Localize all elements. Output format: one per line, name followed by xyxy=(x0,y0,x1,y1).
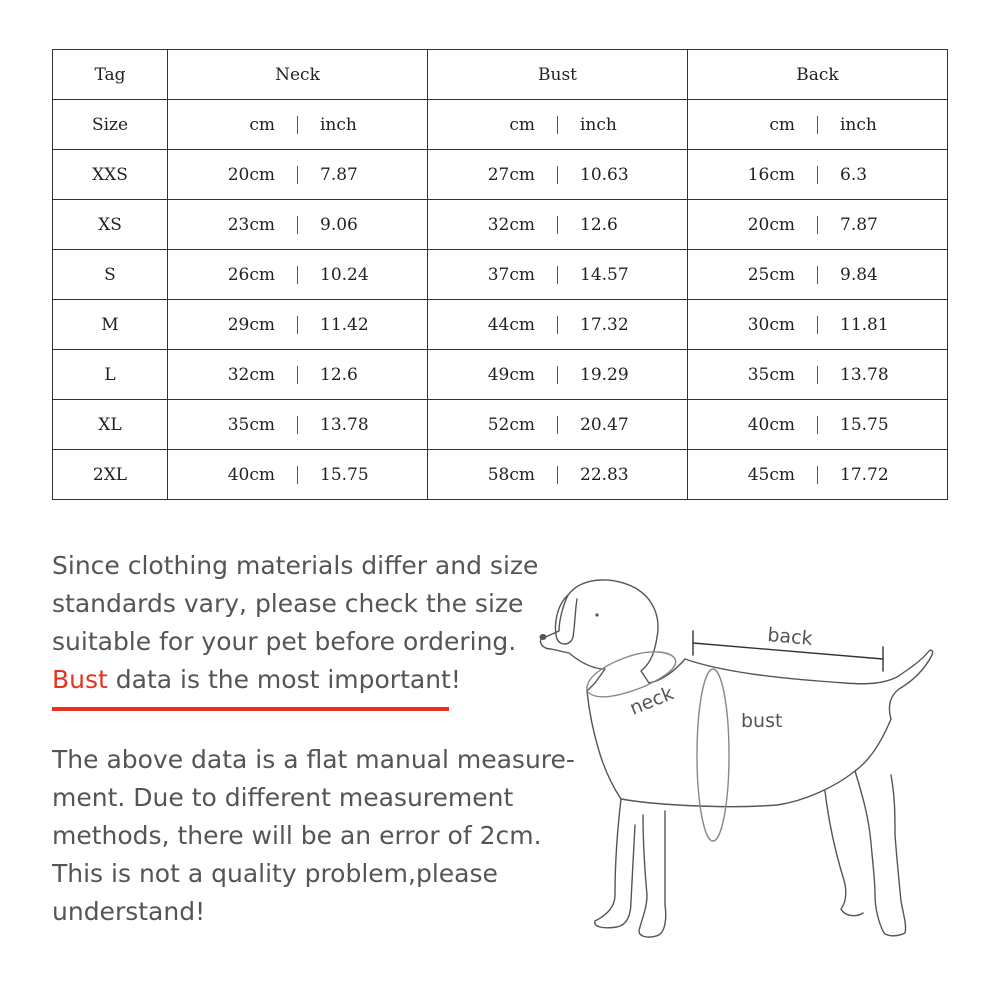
bust-inch-value: 22.83 xyxy=(580,464,629,485)
note-line: Since clothing materials differ and size xyxy=(52,551,539,580)
back-cell xyxy=(688,150,948,200)
bust-inch-value: 10.63 xyxy=(580,164,629,185)
divider xyxy=(297,116,298,134)
divider xyxy=(297,416,298,434)
divider xyxy=(297,266,298,284)
bust-inch-value: 20.47 xyxy=(580,414,629,435)
back-inch-value: 7.87 xyxy=(840,214,878,235)
bust-cell xyxy=(428,300,688,350)
header-tag: Tag xyxy=(53,50,168,100)
neck-inch-value: 7.87 xyxy=(320,164,358,185)
unit-cm: cm xyxy=(249,114,275,135)
neck-cm-value: 23cm xyxy=(227,214,275,235)
back-label: back xyxy=(766,624,814,650)
divider xyxy=(557,216,558,234)
back-inch-value: 9.84 xyxy=(840,264,878,285)
dog-nose-icon xyxy=(540,634,547,640)
back-cm-value: 25cm xyxy=(747,264,795,285)
neck-inch-value: 11.42 xyxy=(320,314,369,335)
neck-inch-value: 15.75 xyxy=(320,464,369,485)
divider xyxy=(817,266,818,284)
table-row xyxy=(53,200,948,250)
unit-cm: cm xyxy=(509,114,535,135)
divider xyxy=(297,466,298,484)
neck-cell xyxy=(168,400,428,450)
neck-inch-value: 9.06 xyxy=(320,214,358,235)
note-line: understand! xyxy=(52,897,206,926)
bust-rest-text: data is the most important! xyxy=(107,665,461,694)
neck-cell xyxy=(168,450,428,500)
dog-ear-outline xyxy=(555,595,577,644)
size-chart-table xyxy=(52,49,948,500)
neck-cm-value: 32cm xyxy=(227,364,275,385)
back-cell xyxy=(688,250,948,300)
divider xyxy=(557,416,558,434)
measurement-error-note xyxy=(52,741,575,931)
back-cm-value: 16cm xyxy=(747,164,795,185)
back-cm-value: 35cm xyxy=(747,364,795,385)
neck-cell xyxy=(168,150,428,200)
bust-cm-value: 32cm xyxy=(487,214,535,235)
bust-label: bust xyxy=(741,710,783,732)
size-cell: XXS xyxy=(53,150,168,200)
note-line: standards vary, please check the size xyxy=(52,589,524,618)
divider xyxy=(557,266,558,284)
dog-front-leg-outline xyxy=(595,799,666,937)
divider xyxy=(817,216,818,234)
size-cell: M xyxy=(53,300,168,350)
bust-cm-value: 52cm xyxy=(487,414,535,435)
bust-importance-line xyxy=(52,661,552,699)
back-cell xyxy=(688,350,948,400)
bust-cm-value: 58cm xyxy=(487,464,535,485)
neck-cell xyxy=(168,350,428,400)
units-back xyxy=(688,100,948,150)
back-inch-value: 17.72 xyxy=(840,464,889,485)
back-inch-value: 11.81 xyxy=(840,314,889,335)
bust-cell xyxy=(428,400,688,450)
divider xyxy=(817,466,818,484)
neck-cell xyxy=(168,250,428,300)
bust-cell xyxy=(428,200,688,250)
dog-eye-icon xyxy=(595,613,598,616)
unit-cm: cm xyxy=(769,114,795,135)
neck-inch-value: 12.6 xyxy=(320,364,358,385)
back-cm-value: 20cm xyxy=(747,214,795,235)
dog-head-outline xyxy=(540,580,685,691)
divider xyxy=(817,366,818,384)
divider xyxy=(557,466,558,484)
red-divider xyxy=(52,707,449,711)
bust-cell xyxy=(428,250,688,300)
neck-label: neck xyxy=(626,682,677,720)
note-line: suitable for your pet before ordering. xyxy=(52,627,517,656)
table-units-row xyxy=(53,100,948,150)
bust-highlight: Bust xyxy=(52,665,108,694)
size-cell: 2XL xyxy=(53,450,168,500)
bust-cm-value: 44cm xyxy=(487,314,535,335)
back-cm-value: 45cm xyxy=(747,464,795,485)
divider xyxy=(557,366,558,384)
back-cm-value: 40cm xyxy=(747,414,795,435)
divider xyxy=(817,166,818,184)
divider xyxy=(817,316,818,334)
bust-cm-value: 27cm xyxy=(487,164,535,185)
table-row xyxy=(53,150,948,200)
divider xyxy=(557,116,558,134)
bust-cm-value: 37cm xyxy=(487,264,535,285)
divider xyxy=(557,166,558,184)
back-cell xyxy=(688,450,948,500)
neck-cm-value: 26cm xyxy=(227,264,275,285)
neck-cm-value: 20cm xyxy=(227,164,275,185)
size-cell: XL xyxy=(53,400,168,450)
back-cm-value: 30cm xyxy=(747,314,795,335)
table-row xyxy=(53,450,948,500)
units-bust xyxy=(428,100,688,150)
note-line: methods, there will be an error of 2cm. xyxy=(52,821,542,850)
bust-cell xyxy=(428,150,688,200)
bust-inch-value: 14.57 xyxy=(580,264,629,285)
dog-measurement-diagram xyxy=(525,565,965,950)
divider xyxy=(297,166,298,184)
note-line: The above data is a flat manual measure- xyxy=(52,745,575,774)
bust-inch-value: 12.6 xyxy=(580,214,618,235)
back-inch-value: 6.3 xyxy=(840,164,868,185)
unit-inch: inch xyxy=(580,114,617,135)
table-row xyxy=(53,350,948,400)
header-neck: Neck xyxy=(168,50,428,100)
neck-cm-value: 35cm xyxy=(227,414,275,435)
neck-cm-value: 40cm xyxy=(227,464,275,485)
neck-inch-value: 10.24 xyxy=(320,264,369,285)
back-cell xyxy=(688,200,948,250)
back-cell xyxy=(688,300,948,350)
bust-cm-value: 49cm xyxy=(487,364,535,385)
units-size-label: Size xyxy=(53,100,168,150)
header-bust: Bust xyxy=(428,50,688,100)
neck-inch-value: 13.78 xyxy=(320,414,369,435)
bust-inch-value: 17.32 xyxy=(580,314,629,335)
table-header-row xyxy=(53,50,948,100)
size-advice-note xyxy=(52,547,552,699)
neck-cell xyxy=(168,300,428,350)
header-back: Back xyxy=(688,50,948,100)
unit-inch: inch xyxy=(840,114,877,135)
back-inch-value: 13.78 xyxy=(840,364,889,385)
divider xyxy=(557,316,558,334)
divider xyxy=(297,216,298,234)
size-cell: XS xyxy=(53,200,168,250)
note-line: This is not a quality problem,please xyxy=(52,859,498,888)
divider xyxy=(817,116,818,134)
units-neck xyxy=(168,100,428,150)
neck-cell xyxy=(168,200,428,250)
table-row xyxy=(53,250,948,300)
bust-cell xyxy=(428,350,688,400)
divider xyxy=(297,366,298,384)
unit-inch: inch xyxy=(320,114,357,135)
table-row xyxy=(53,300,948,350)
divider xyxy=(297,316,298,334)
bust-inch-value: 19.29 xyxy=(580,364,629,385)
back-inch-value: 15.75 xyxy=(840,414,889,435)
size-cell: S xyxy=(53,250,168,300)
table-row xyxy=(53,400,948,450)
note-line: ment. Due to different measurement xyxy=(52,783,514,812)
neck-cm-value: 29cm xyxy=(227,314,275,335)
dog-hind-leg-outline xyxy=(825,771,906,936)
back-cell xyxy=(688,400,948,450)
bust-cell xyxy=(428,450,688,500)
size-cell: L xyxy=(53,350,168,400)
bust-measure-line xyxy=(697,669,729,841)
divider xyxy=(817,416,818,434)
